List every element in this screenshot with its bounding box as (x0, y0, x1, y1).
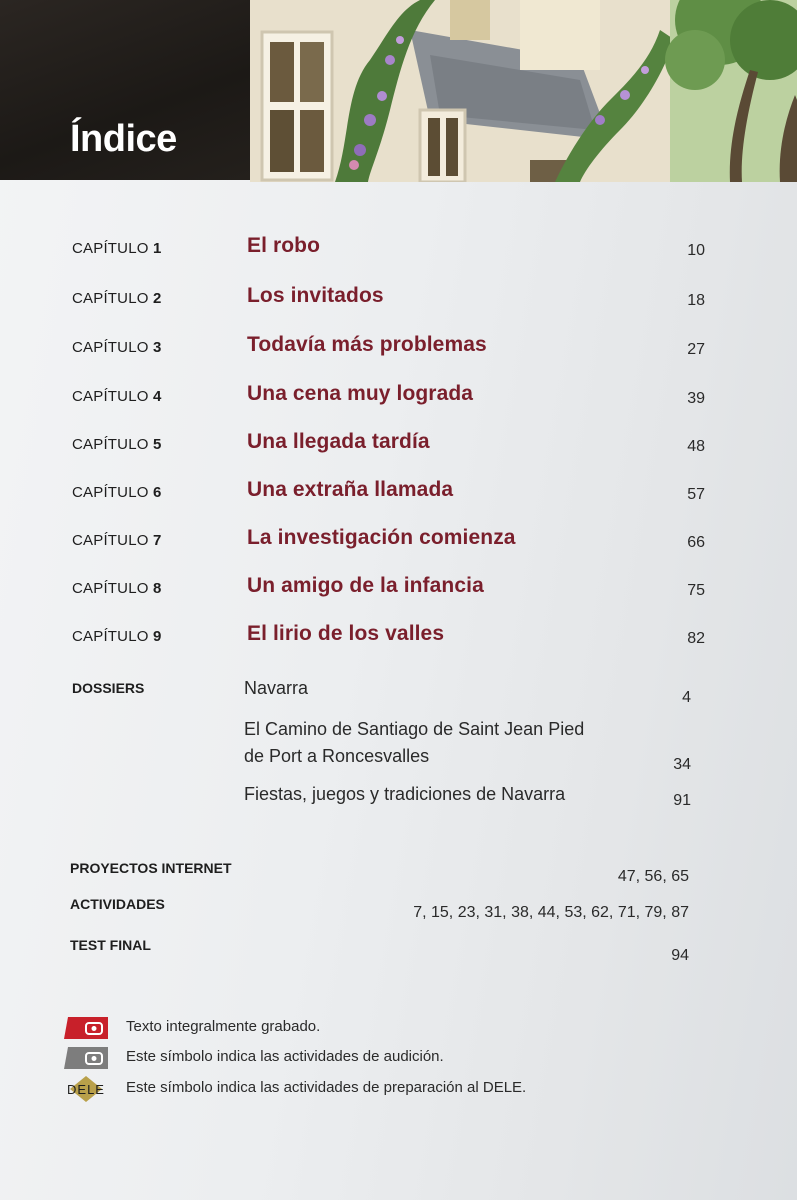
legend-item-recorded (62, 1015, 582, 1041)
cd-gray-icon (62, 1045, 110, 1071)
dossiers-label: DOSSIERS (72, 680, 145, 696)
chapter-title: Los invitados (247, 284, 384, 307)
extra-pages: 7, 15, 23, 31, 38, 44, 53, 62, 71, 79, 87 (413, 904, 689, 921)
toc-row-chapter-4 (0, 382, 797, 428)
legend-text: Este símbolo indica las actividades de preparación al DELE. (126, 1079, 527, 1096)
chapter-title: Una llegada tardía (247, 430, 430, 453)
toc-row-chapter-1 (0, 234, 797, 280)
cd-red-icon (62, 1015, 110, 1041)
chapter-label: CAPÍTULO 1 (72, 240, 162, 257)
chapter-title: La investigación comienza (247, 526, 516, 549)
chapter-label: CAPÍTULO 5 (72, 436, 162, 453)
header-painting-image (250, 0, 797, 182)
dossier-page-number: 4 (682, 689, 691, 706)
extra-label: TEST FINAL (70, 937, 151, 953)
toc-row-chapter-5 (0, 430, 797, 476)
page-number: 27 (687, 341, 705, 358)
chapter-label: CAPÍTULO 6 (72, 484, 162, 501)
svg-text:DELE: DELE (67, 1082, 105, 1097)
page-number: 66 (687, 534, 705, 551)
toc-row-chapter-2 (0, 284, 797, 330)
toc-row-chapter-6 (0, 478, 797, 524)
chapter-label: CAPÍTULO 2 (72, 290, 162, 307)
dossier-title: El Camino de Santiago de Saint Jean Pied (244, 719, 585, 739)
chapter-label: CAPÍTULO 4 (72, 388, 162, 405)
extra-label: ACTIVIDADES (70, 896, 165, 912)
dossier-title: Navarra (244, 678, 309, 698)
page-number: 18 (687, 292, 705, 309)
chapter-label: CAPÍTULO 3 (72, 339, 162, 356)
legend-text: Texto integralmente grabado. (126, 1018, 321, 1035)
toc-row-chapter-3 (0, 333, 797, 379)
page-number: 39 (687, 390, 705, 407)
chapter-label: CAPÍTULO 9 (72, 628, 162, 645)
chapter-title: Una cena muy lograda (247, 382, 474, 405)
dossier-title: Fiestas, juegos y tradiciones de Navarra (244, 784, 566, 804)
toc-row-chapter-8 (0, 574, 797, 620)
toc-row-chapter-9 (0, 622, 797, 668)
chapter-title: El lirio de los valles (247, 622, 445, 645)
page-title: Índice (70, 118, 177, 160)
page-number: 75 (687, 582, 705, 599)
page-number: 57 (687, 486, 705, 503)
extra-pages: 47, 56, 65 (617, 868, 689, 885)
extra-label: PROYECTOS INTERNET (70, 860, 232, 876)
page-number: 82 (687, 630, 705, 647)
chapter-title: Un amigo de la infancia (247, 574, 484, 597)
extra-pages: 94 (671, 947, 689, 964)
legend-item-dele (62, 1076, 582, 1102)
chapter-label: CAPÍTULO 8 (72, 580, 162, 597)
dossier-page-number: 91 (673, 792, 691, 809)
dele-icon (62, 1076, 110, 1102)
page-number: 10 (687, 242, 705, 259)
chapter-title: El robo (247, 234, 321, 257)
dossier-page-number: 34 (673, 756, 691, 773)
legend-item-audio (62, 1045, 582, 1071)
dossier-title-continued: de Port a Roncesvalles (244, 746, 430, 766)
chapter-label: CAPÍTULO 7 (72, 532, 162, 549)
chapter-title: Una extraña llamada (247, 478, 454, 501)
chapter-title: Todavía más problemas (247, 333, 487, 356)
toc-row-chapter-7 (0, 526, 797, 572)
legend-text: Este símbolo indica las actividades de audición. (126, 1048, 444, 1065)
page-number: 48 (687, 438, 705, 455)
